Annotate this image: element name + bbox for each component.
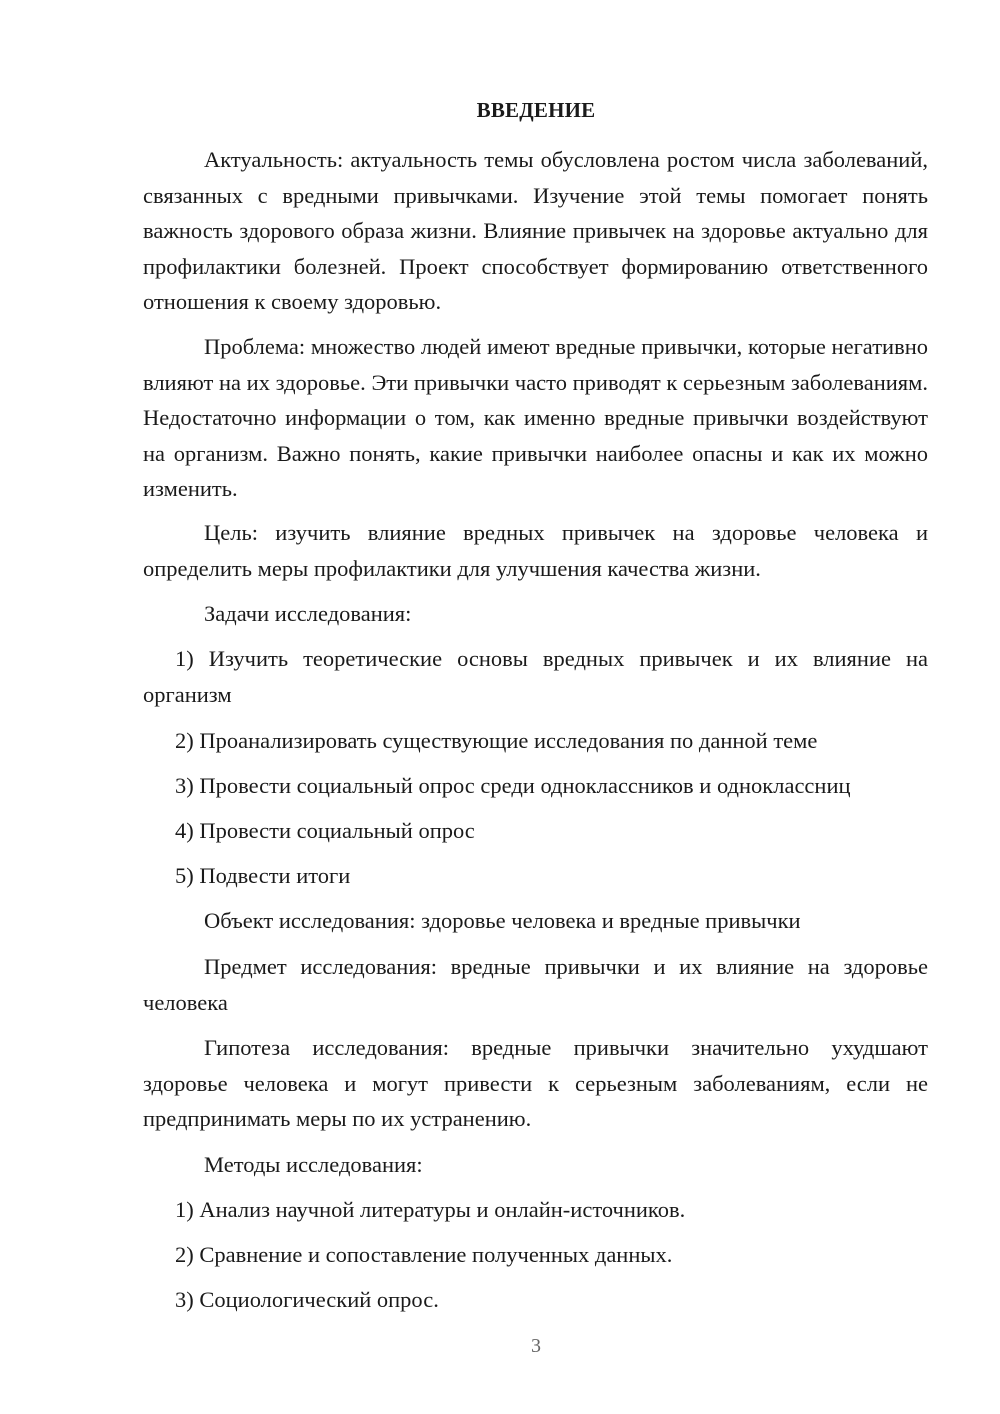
task-item: 5) Подвести итоги [175,863,351,888]
method-item: 2) Сравнение и сопоставление полученных данных. [175,1242,673,1267]
object-paragraph: Объект исследования: здоровье человека и вредные привычки [204,908,801,933]
relevance-paragraph: Актуальность: актуальность темы обусловлена ростом числа заболеваний, связанных с вредными привычками. Изучение этой темы помогает понять важность здорового образа жизни. Влияние привычек на здоровье актуально для профилактики болезней. Проект способствует формированию ответственного отношения к своему здоровью. [143,147,928,314]
task-item: 3) Провести социальный опрос среди одноклассников и одноклассниц [175,773,851,798]
page-number: 3 [531,1335,541,1357]
goal-paragraph: Цель: изучить влияние вредных привычек на здоровье человека и определить меры профилактики для улучшения качества жизни. [143,520,928,581]
task-item: 1) Изучить теоретические основы вредных привычек и их влияние на организм [143,646,928,707]
task-item: 2) Проанализировать существующие исследования по данной теме [175,728,818,753]
methods-label: Методы исследования: [204,1152,423,1177]
tasks-label: Задачи исследования: [204,601,412,626]
section-heading: ВВЕДЕНИЕ [476,98,596,122]
task-item: 4) Провести социальный опрос [175,818,475,843]
method-item: 3) Социологический опрос. [175,1287,439,1312]
subject-paragraph: Предмет исследования: вредные привычки и их влияние на здоровье человека [143,954,928,1015]
problem-paragraph: Проблема: множество людей имеют вредные привычки, которые негативно влияют на их здоровье. Эти привычки часто приводят к серьезным заболеваниям. Недостаточно информации о том, как именно вредные привычки воздействуют на организм. Важно понять, какие привычки наиболее опасны и как их можно изменить. [143,334,928,501]
method-item: 1) Анализ научной литературы и онлайн-источников. [175,1197,686,1222]
hypothesis-paragraph: Гипотеза исследования: вредные привычки значительно ухудшают здоровье человека и могут привести к серьезным заболеваниям, если не предпринимать меры по их устранению. [143,1035,928,1131]
